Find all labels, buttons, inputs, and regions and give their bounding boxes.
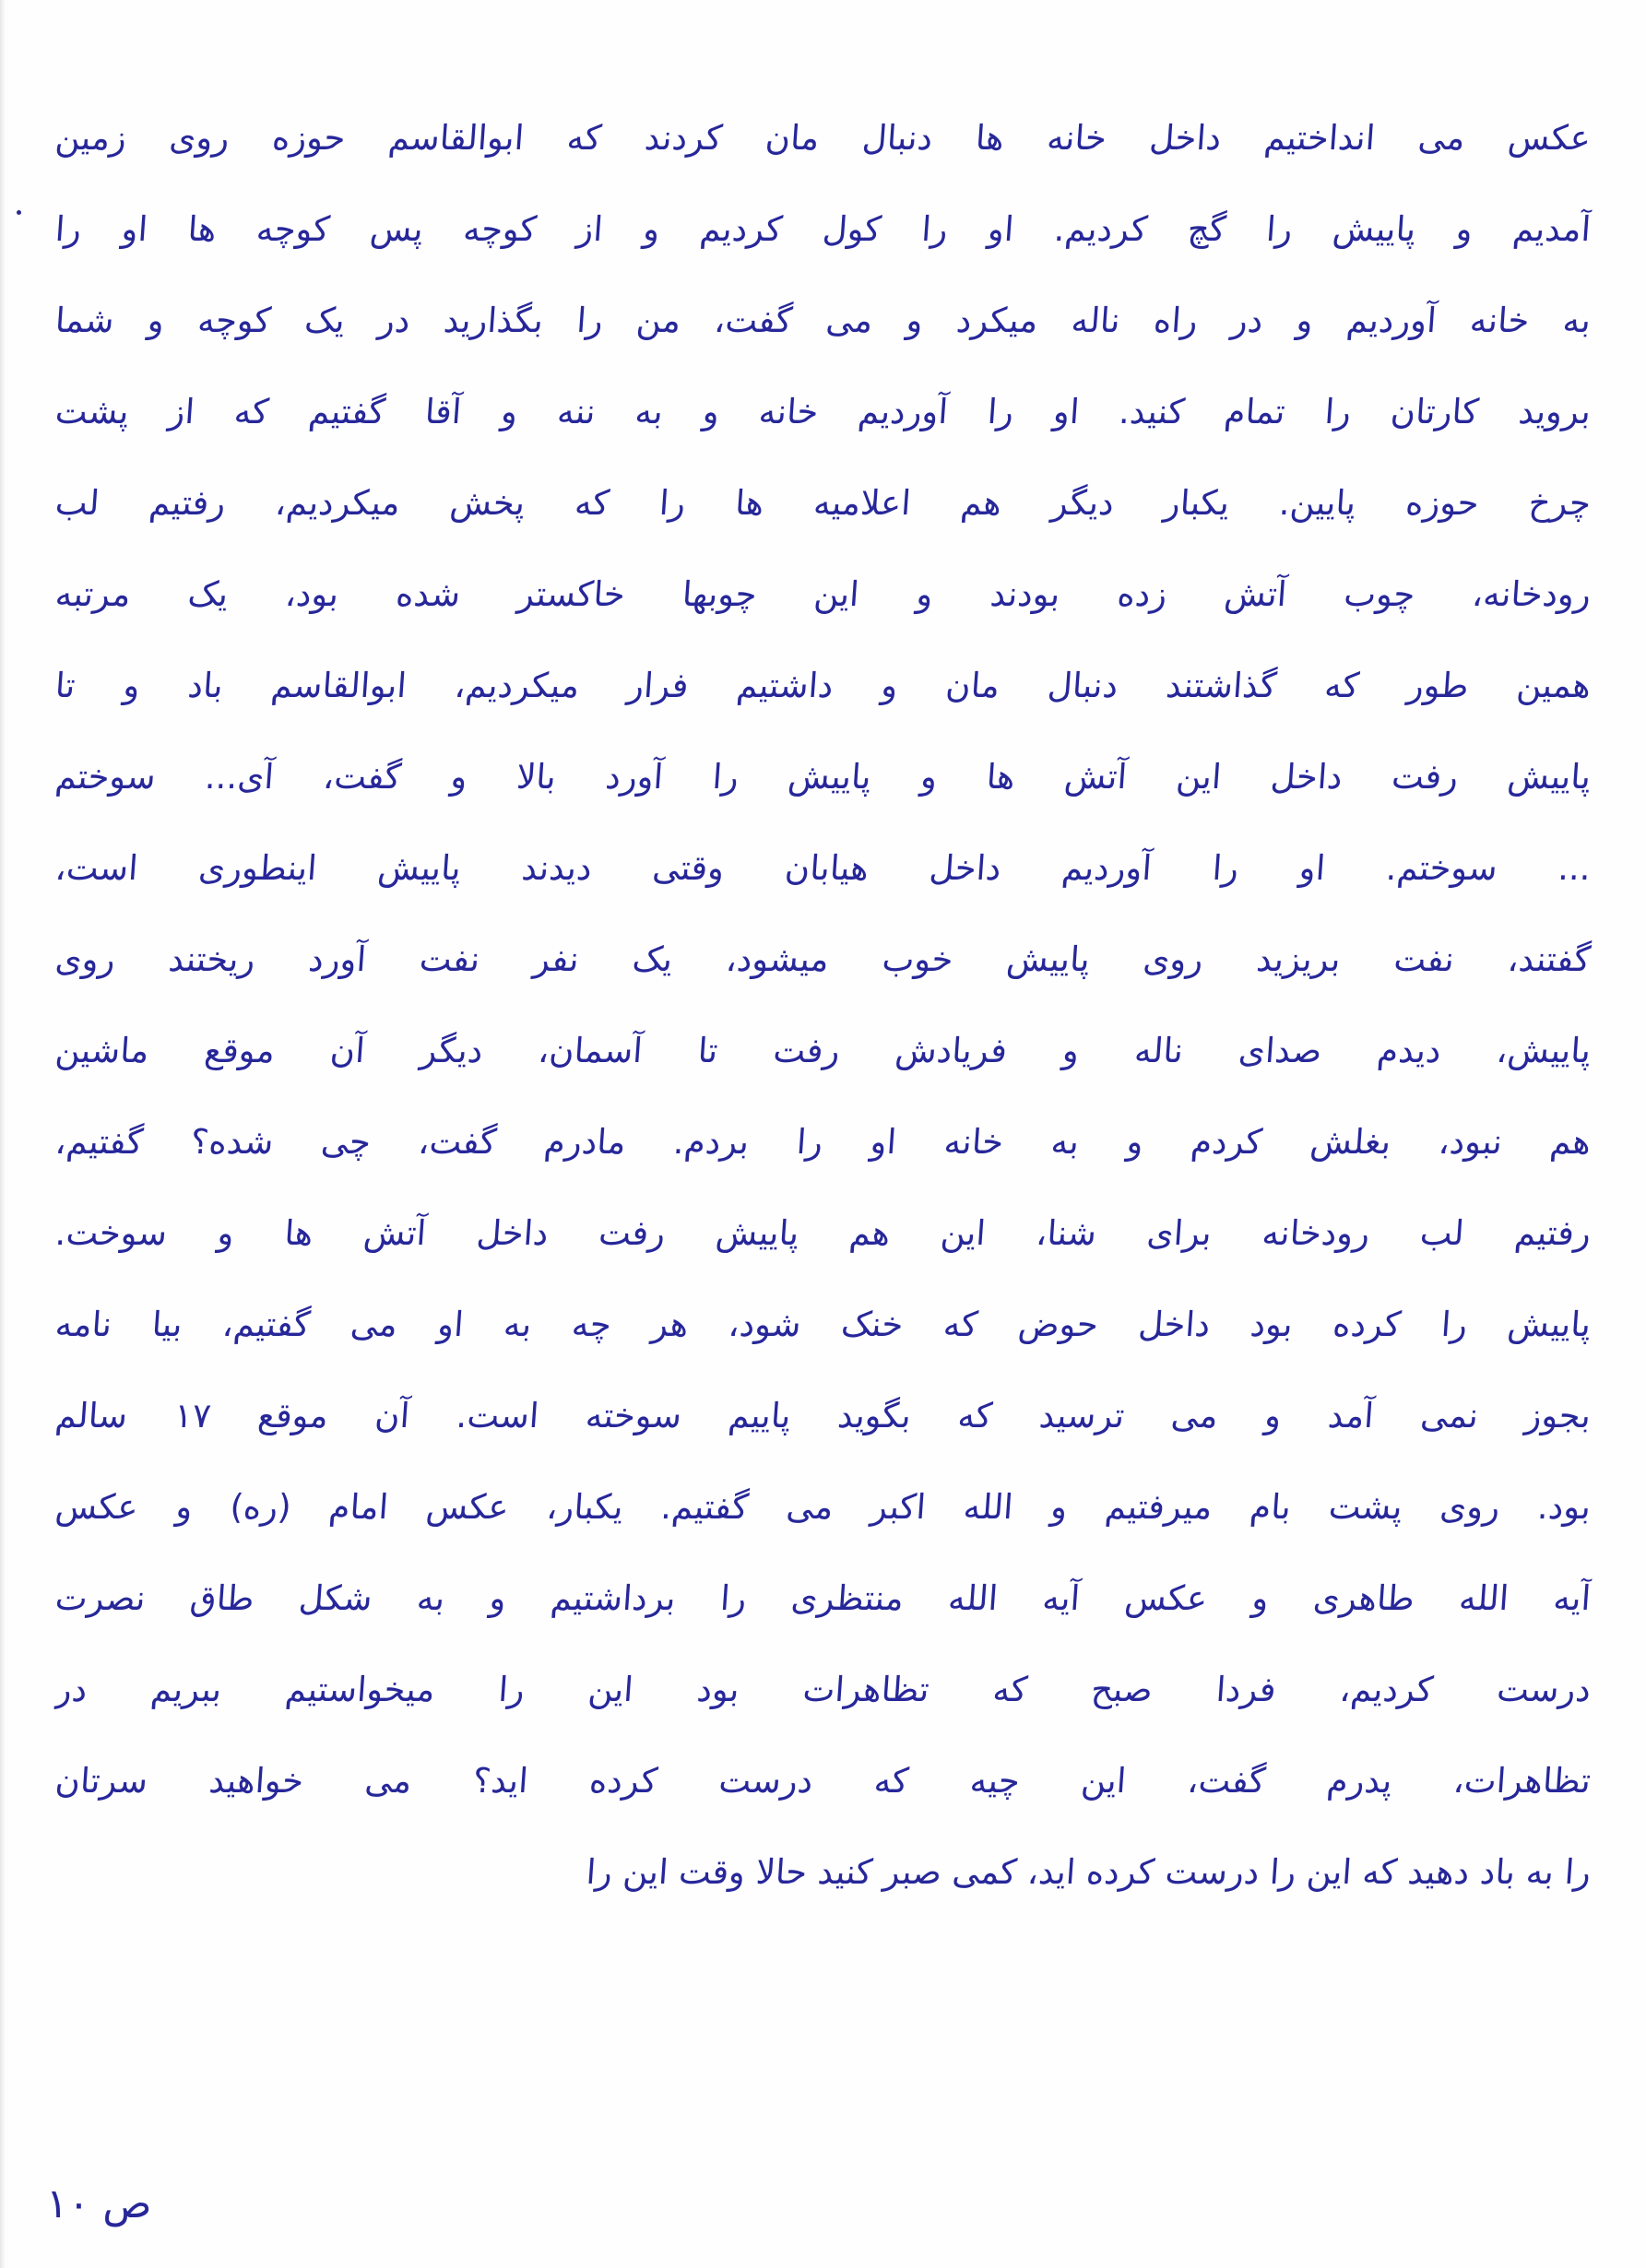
handwritten-body bbox=[55, 92, 1591, 1918]
text-line-13: رفتیم لب رودخانه برای شنا، این هم پاییش رفت داخل آتش ها و سوخت. bbox=[53, 1213, 1593, 1253]
text-line-19: تظاهرات، پدرم گفت، این چیه که درست کرده اید؟ می خواهید سرتان bbox=[53, 1761, 1593, 1801]
text-line-12: هم نبود، بغلش کردم و به خانه او را بردم. مادرم گفت، چی شده؟ گفتیم، bbox=[53, 1122, 1593, 1162]
text-line-10: گفتند، نفت بریزید روی پاییش خوب میشود، یک نفر نفت آورد ریختند روی bbox=[53, 939, 1593, 979]
scan-edge bbox=[0, 0, 6, 2268]
text-line-16: بود. روی پشت بام میرفتیم و الله اکبر می گفتیم. یکبار، عکس امام (ره) و عکس bbox=[53, 1487, 1593, 1527]
text-line-2: آمدیم و پاییش را گچ کردیم. او را کول کردیم و از کوچه پس کوچه ها او را bbox=[53, 209, 1593, 249]
text-line-15: بجوز نمی آمد و می ترسید که بگوید پاییم سوخته است. آن موقع ۱۷ سالم bbox=[53, 1396, 1593, 1435]
text-line-11: پاییش، دیدم صدای ناله و فریادش رفت تا آسمان، دیگر آن موقع ماشین bbox=[53, 1031, 1593, 1070]
text-line-9: ... سوختم. او را آوردیم داخل هیابان وقتی دیدند پاییش اینطوری است، bbox=[53, 848, 1593, 888]
text-line-20: را به باد دهید که این را درست کرده اید، کمی صبر کنید حالا وقت این را bbox=[585, 1852, 1593, 1892]
text-line-8: پاییش رفت داخل این آتش ها و پاییش را آورد بالا و گفت، آی... سوختم bbox=[53, 757, 1593, 797]
text-line-4: بروید کارتان را تمام کنید. او را آوردیم خانه و به ننه و آقا گفتیم که از پشت bbox=[53, 392, 1593, 431]
text-line-1: عکس می انداختیم داخل خانه ها دنبال مان کردند که ابوالقاسم حوزه روی زمین bbox=[53, 118, 1593, 158]
text-line-3: به خانه آوردیم و در راه ناله میکرد و می گفت، من را بگذارید در یک کوچه و شما bbox=[53, 301, 1593, 340]
ink-dot bbox=[17, 210, 21, 215]
text-line-7: همین طور که گذاشتند دنبال مان و داشتیم فرار میکردیم، ابوالقاسم باد و تا bbox=[53, 666, 1593, 705]
text-line-6: رودخانه، چوب آتش زده بودند و این چوبها خاکستر شده بود، یک مرتبه bbox=[53, 574, 1593, 614]
text-line-17: آیه الله طاهری و عکس آیه الله منتظری را برداشتیم و به شکل طاق نصرت bbox=[53, 1578, 1593, 1618]
page-number: ص ۱۰ bbox=[46, 2180, 152, 2227]
text-line-18: درست کردیم، فردا صبح که تظاهرات بود این را میخواستیم ببریم در bbox=[53, 1670, 1593, 1709]
text-line-14: پاییش را کرده بود داخل حوض که خنک شود، هر چه به او می گفتیم، بیا نامه bbox=[53, 1305, 1593, 1344]
text-line-5: چرخ حوزه پایین. یکبار دیگر هم اعلامیه ها را که پخش میکردیم، رفتیم لب bbox=[53, 483, 1593, 523]
